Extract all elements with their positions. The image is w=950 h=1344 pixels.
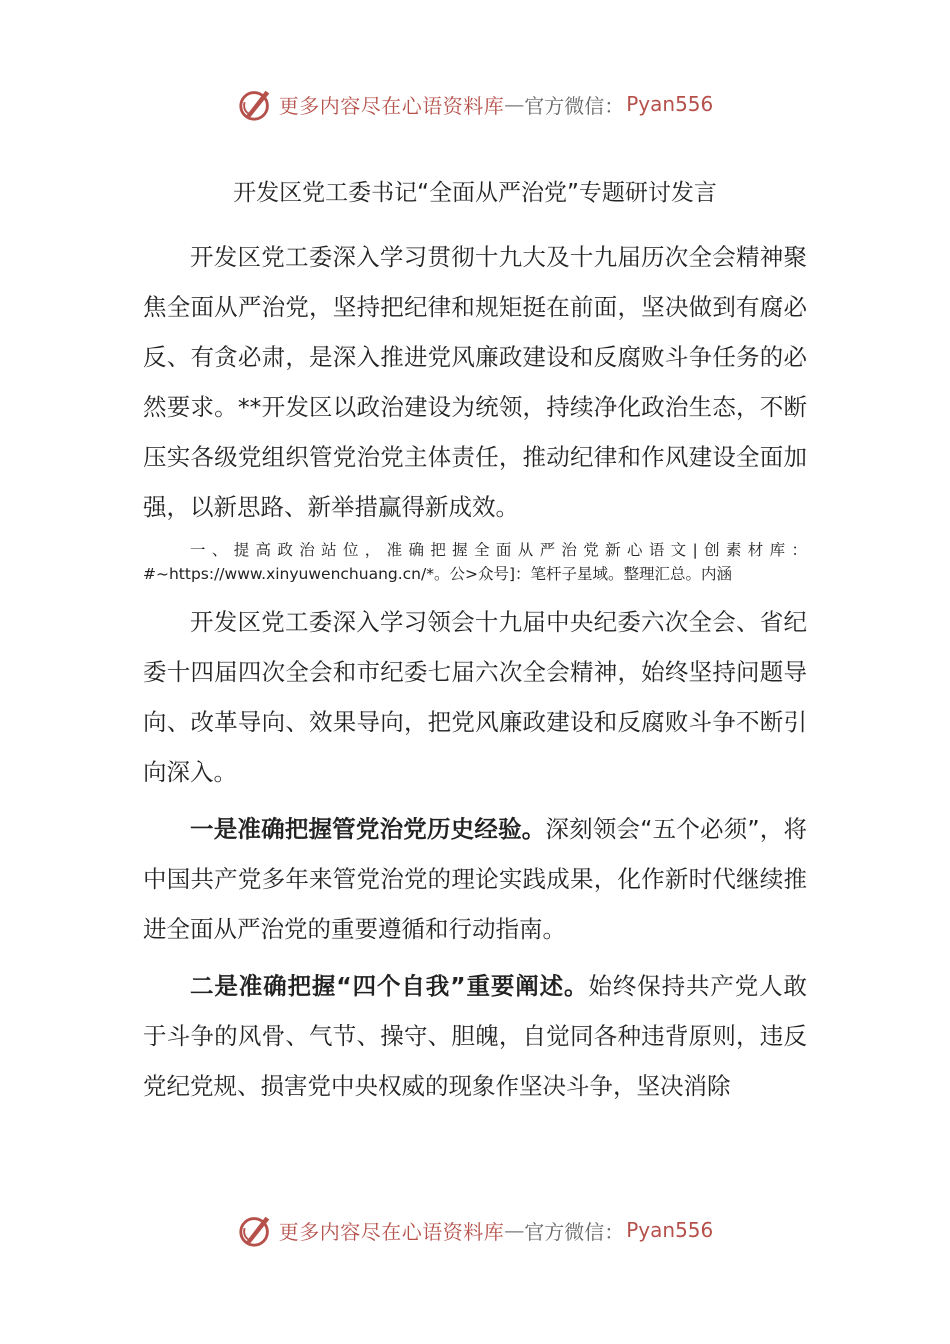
banner-separator: — — [504, 1218, 525, 1242]
point-two — [143, 961, 807, 1111]
point-one-text: 深刻领会“五个必须”，将中国共产党多年来管党治党的理论实践成果，化作新时代继续推进全面从严治党的重要遵循和行动指南。 — [143, 815, 807, 943]
paragraph-point-two — [143, 961, 807, 1111]
banner-text: 更多内容尽在心语资料库 — [278, 93, 505, 118]
section-heading-block — [143, 538, 807, 586]
quill-logo-icon — [237, 1211, 275, 1249]
quill-logo-icon — [237, 85, 275, 123]
wechat-id: Pyan556 — [626, 92, 714, 116]
point-two-heading: 二是准确把握“四个自我”重要阐述。 — [190, 972, 589, 1000]
paragraph-study: 开发区党工委深入学习领会十九届中央纪委六次全会、省纪委十四届四次全会和市纪委七届六次全会精神，始终坚持问题导向、改革导向、效果导向，把党风廉政建设和反腐败斗争不断引向深入。 — [143, 608, 807, 786]
point-one-heading: 一是准确把握管党治党历史经验。 — [190, 815, 546, 843]
section-heading-watermark: 一、提高政治站位，准确把握全面从严治党新心语文|创素材库：#~https://www.xinyuwenchuang.cn/*。公>众号]：笔杆子星域。整理汇总。内涵 — [143, 541, 807, 583]
point-two-text: 始终保持共产党人敢于斗争的风骨、气节、操守、胆魄，自觉同各种违背原则，违反党纪党规、损害党中央权威的现象作坚决斗争，坚决消除 — [143, 972, 808, 1100]
intro-section — [143, 232, 807, 532]
footer-banner — [0, 1208, 950, 1252]
paragraph-intro: 开发区党工委深入学习贯彻十九大及十九届历次全会精神聚焦全面从严治党，坚持把纪律和规矩挺在前面，坚决做到有腐必反、有贪必肃，是深入推进党风廉政建设和反腐败斗争任务的必然要求。**开发区以政治建设为统领，持续净化政治生态，不断压实各级党组织管党治党主体责任，推动纪律和作风建设全面加强，以新思路、新举措赢得新成效。 — [143, 243, 807, 521]
banner-separator: — — [504, 92, 525, 116]
banner-text: 更多内容尽在心语资料库 — [278, 1219, 505, 1244]
body-section — [143, 597, 807, 797]
paragraph-point-one — [143, 804, 807, 954]
wechat-label: 官方微信： — [524, 1219, 625, 1244]
document-title: 开发区党工委书记“全面从严治党”专题研讨发言 — [233, 180, 717, 206]
wechat-id: Pyan556 — [626, 1218, 714, 1242]
wechat-label: 官方微信： — [524, 93, 625, 118]
point-one — [143, 804, 807, 954]
header-banner — [0, 82, 950, 126]
